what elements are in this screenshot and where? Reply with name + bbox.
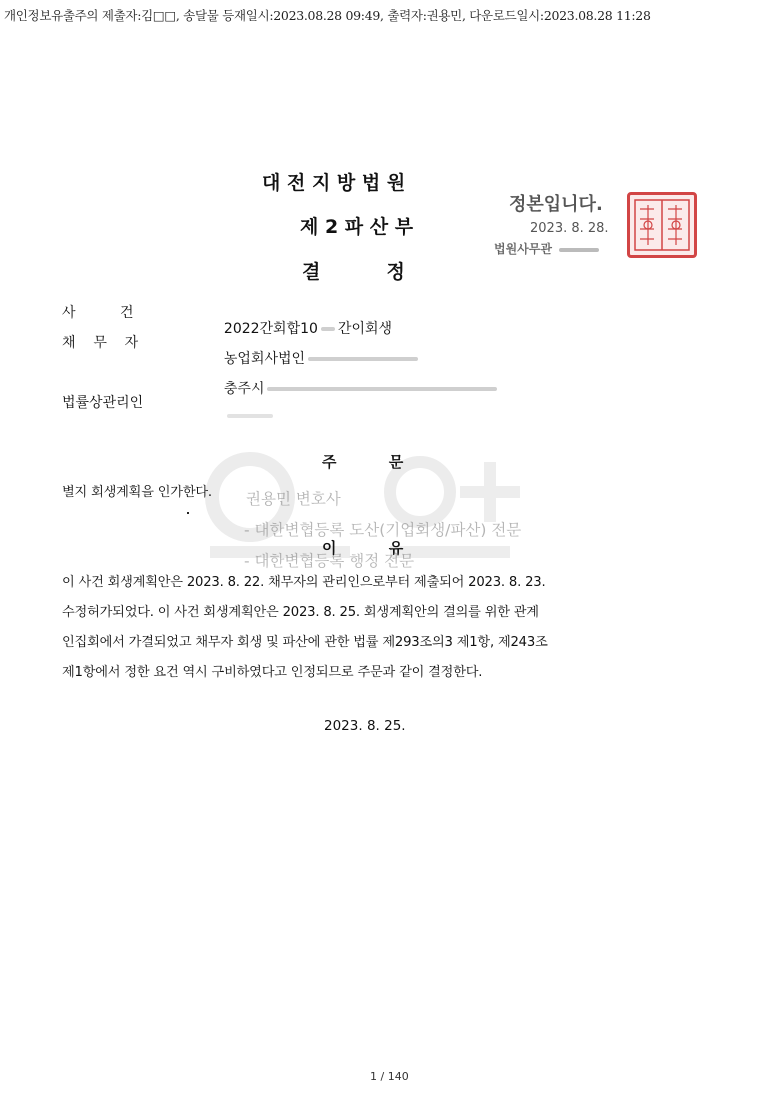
redacted-address bbox=[267, 387, 497, 391]
administrator-label: 법률상관리인 bbox=[62, 395, 144, 411]
administrator-value bbox=[215, 392, 276, 424]
decision-date: 2023. 8. 25. bbox=[324, 718, 406, 734]
certified-copy-stamp: 정본입니다. bbox=[509, 194, 603, 215]
stamp-office bbox=[494, 240, 602, 257]
case-label: 사 건 bbox=[62, 305, 134, 321]
page-number: 1 / 140 bbox=[370, 1070, 409, 1083]
reasons-line-4: 제1항에서 정한 요건 역시 구비하였다고 인정되므로 주문과 같이 결정한다. bbox=[62, 665, 483, 680]
reasons-line-3: 인집회에서 가결되었고 채무자 회생 및 파산에 관한 법률 제293조의3 제1항, 제243조 bbox=[62, 635, 548, 650]
case-number: 2022간회합10 bbox=[223, 321, 318, 337]
stray-dot bbox=[187, 512, 189, 514]
stamp-date: 2023. 8. 28. bbox=[530, 221, 609, 236]
court-seal-icon bbox=[627, 192, 697, 258]
reasons-heading: 이 유 bbox=[322, 539, 404, 557]
reasons-line-1: 이 사건 회생계획안은 2023. 8. 22. 채무자의 관리인으로부터 제출되어 2023. 8. 23. bbox=[62, 575, 546, 590]
redacted-administrator bbox=[227, 414, 273, 418]
redacted-digits bbox=[321, 327, 335, 331]
debtor-name: 농업회사법인 bbox=[223, 351, 306, 367]
document-header-info: 개인정보유출주의 제출자:김□□, 송달물 등재일시:2023.08.28 09:49, 출력자:권용민, 다운로드일시:2023.08.28 11:28 bbox=[4, 8, 651, 23]
case-type: 간이회생 bbox=[337, 321, 393, 337]
decision-title: 결 정 bbox=[302, 261, 405, 283]
watermark-line-3: - 대한변협등록 행정 전문 bbox=[244, 552, 415, 570]
stamp-office-label: 법원사무관 bbox=[494, 242, 552, 256]
watermark-line-2: - 대한변협등록 도산(기업회생/파산) 전문 bbox=[244, 521, 522, 539]
redacted-name bbox=[559, 248, 599, 252]
order-text: 별지 회생계획을 인가한다. bbox=[62, 485, 212, 500]
order-heading: 주 문 bbox=[322, 453, 404, 471]
division-name: 제 2 파 산 부 bbox=[300, 216, 414, 238]
debtor-label: 채 무 자 bbox=[62, 335, 139, 351]
redacted-debtor-name bbox=[308, 357, 418, 361]
court-name: 대 전 지 방 법 원 bbox=[262, 172, 406, 194]
watermark-line-1: 권용민 변호사 bbox=[246, 490, 341, 508]
debtor-address-city: 충주시 bbox=[223, 381, 265, 397]
reasons-line-2: 수정허가되었다. 이 사건 회생계획안은 2023. 8. 25. 회생계획안의 결의를 위한 관계 bbox=[62, 605, 539, 620]
